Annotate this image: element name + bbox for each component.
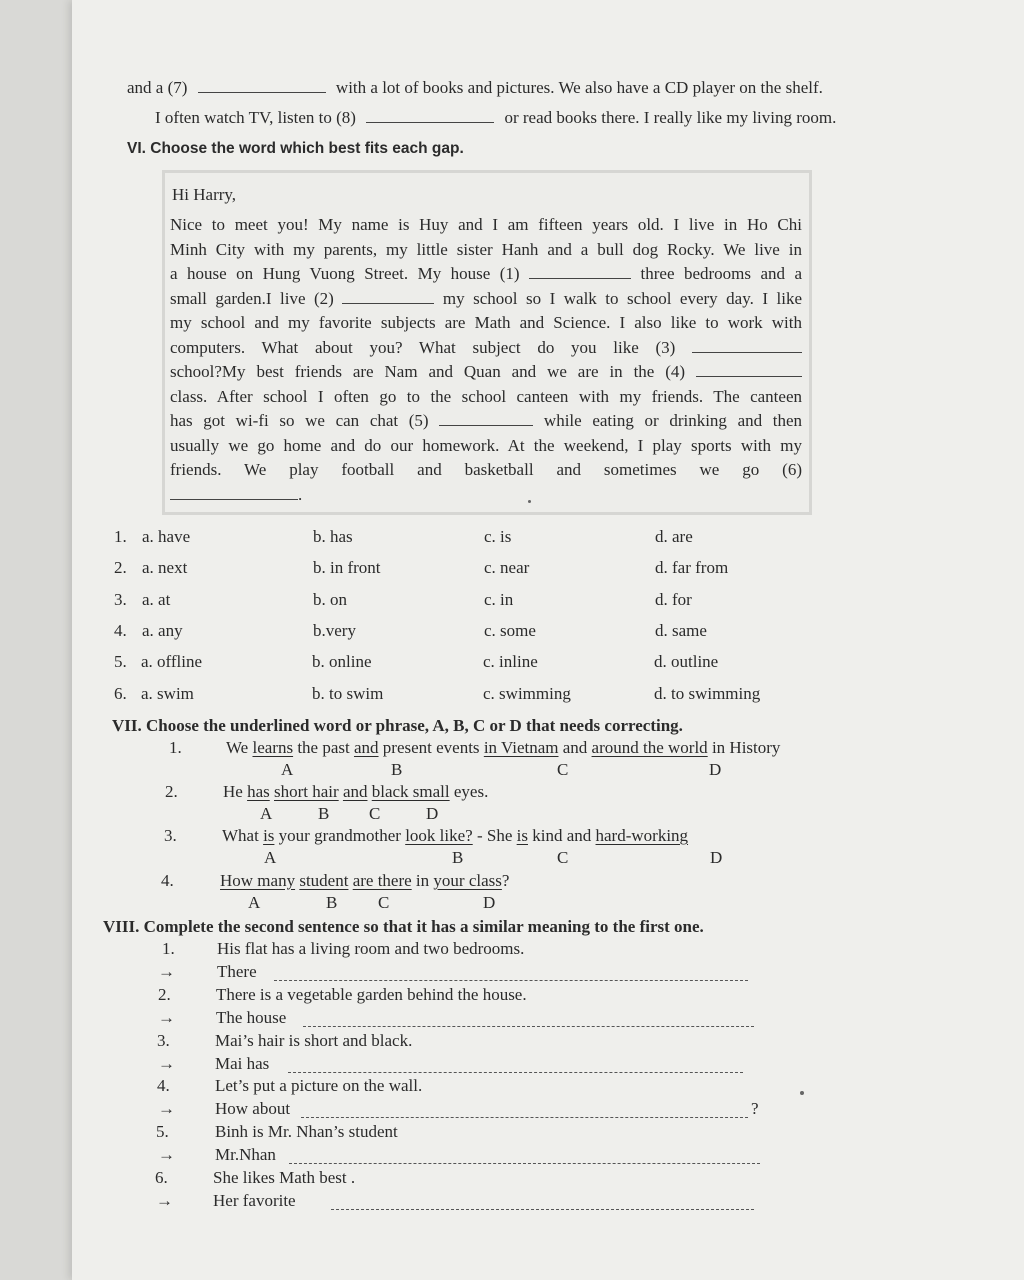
s7-text: What — [222, 826, 264, 845]
s8-item-start: Mr.Nhan — [215, 1145, 276, 1165]
option-choice-b[interactable]: b. to swim — [312, 683, 384, 703]
s8-answer-line[interactable] — [274, 968, 748, 981]
letter-line — [170, 360, 802, 385]
s8-item-number: 3. — [157, 1030, 170, 1050]
s7-text: your grandmother — [274, 826, 406, 845]
s7-text: - She — [472, 826, 517, 845]
arrow-icon: → — [158, 962, 175, 981]
option-choice-b[interactable]: b. in front — [313, 558, 381, 578]
s7-q2-label-c: C — [369, 804, 381, 823]
option-choice-c[interactable]: c. some — [484, 620, 536, 640]
option-number: 2. — [114, 558, 127, 578]
s7-q1-label-c: C — [557, 760, 569, 779]
s7-q2-option-b[interactable]: short hair — [274, 782, 339, 801]
line-8-suffix: or read books there. I really like my living room. — [504, 108, 837, 127]
s7-q1-option-d[interactable]: around the world — [591, 738, 708, 757]
s7-q4-option-d[interactable]: your class — [433, 871, 502, 890]
s7-q3-sentence — [222, 826, 688, 846]
s8-item-sentence: Binh is Mr. Nhan’s student — [215, 1122, 398, 1142]
s7-q2-label-b: B — [318, 804, 330, 823]
s7-q2-num: 2. — [165, 782, 178, 801]
s7-text: present events — [378, 738, 484, 757]
option-choice-b[interactable]: b. has — [313, 527, 353, 546]
option-choice-b[interactable]: b. online — [312, 652, 372, 672]
option-choice-b[interactable]: b.very — [313, 620, 356, 640]
option-choice-c[interactable]: c. is — [484, 527, 512, 546]
letter-line — [170, 409, 802, 434]
s7-q3-label-d: D — [710, 848, 723, 867]
s7-text: in — [411, 871, 434, 890]
line-7-prefix: and a (7) — [127, 78, 188, 97]
s8-item-end: ? — [751, 1099, 759, 1119]
letter-line — [170, 336, 802, 361]
s7-q1-sentence — [226, 738, 780, 758]
s8-answer-line[interactable] — [288, 1060, 743, 1073]
option-choice-b[interactable]: b. on — [313, 589, 347, 609]
s7-q2-option-d[interactable]: black small — [371, 782, 450, 801]
s7-q2-option-a[interactable]: has — [247, 782, 270, 801]
option-choice-c[interactable]: c. inline — [483, 652, 538, 672]
speck — [800, 1091, 804, 1095]
s7-q4-option-c[interactable]: are there — [352, 871, 412, 890]
s7-q3-label-c: C — [557, 848, 569, 867]
letter-line-part: small garden.I live (2) — [170, 288, 334, 308]
text-line-7 — [127, 78, 823, 98]
s7-q3-option-a[interactable]: is — [263, 826, 275, 845]
blank-2[interactable] — [342, 289, 434, 304]
s8-item-start: The house — [216, 1007, 287, 1027]
arrow-icon: → — [158, 1145, 175, 1165]
option-choice-a[interactable]: a. swim — [141, 683, 194, 703]
blank-3[interactable] — [692, 338, 802, 353]
option-number: 4. — [114, 620, 127, 640]
arrow-icon: → — [158, 1007, 175, 1027]
s7-text: in History — [707, 738, 781, 757]
s7-q3-option-b[interactable]: look like? — [405, 826, 473, 845]
option-number: 5. — [114, 652, 127, 672]
letter-line: usually we go home and do our homework. At the weekend, I play sports with my — [170, 435, 802, 455]
s7-q4-label-d: D — [483, 893, 496, 912]
letter-end: . — [298, 484, 303, 504]
option-number: 6. — [114, 683, 127, 703]
text-line-8 — [155, 108, 836, 128]
line-7-suffix: with a lot of books and pictures. We also have a CD player on the shelf. — [335, 78, 823, 97]
s8-item-number: 4. — [157, 1076, 170, 1096]
s7-text: ? — [501, 871, 510, 890]
letter-greeting: Hi Harry, — [172, 185, 237, 204]
s8-item-sentence: Mai’s hair is short and black. — [215, 1030, 413, 1050]
blank-1[interactable] — [529, 264, 631, 279]
line-8-prefix: I often watch TV, listen to (8) — [155, 108, 356, 127]
s7-q1-option-a[interactable]: learns — [252, 738, 294, 757]
option-choice-a[interactable]: a. have — [142, 527, 191, 546]
s7-q1-label-a: A — [281, 760, 294, 779]
s8-item-start: How about — [215, 1099, 291, 1119]
section-8-heading: VIII. Complete the second sentence so that it has a similar meaning to the first one. — [103, 917, 704, 936]
arrow-icon: → — [158, 1099, 175, 1119]
s7-q3-label-a: A — [264, 848, 277, 867]
s7-q2-sentence — [223, 782, 488, 802]
s7-text: He — [223, 782, 248, 801]
s8-item-sentence: There is a vegetable garden behind the house. — [216, 984, 527, 1004]
letter-line — [170, 287, 802, 312]
s8-item-number: 5. — [156, 1122, 169, 1142]
s7-q1-option-b[interactable]: and — [353, 738, 379, 757]
s7-q2-option-c[interactable]: and — [342, 782, 368, 801]
letter-line — [170, 262, 802, 287]
s8-item-sentence: His flat has a living room and two bedrooms. — [217, 939, 525, 958]
letter-line: Minh City with my parents, my little sister Hanh and a bull dog Rocky. We live in — [170, 239, 802, 259]
blank-5[interactable] — [439, 411, 533, 426]
s7-q4-option-a[interactable]: How many — [220, 871, 296, 890]
option-choice-d[interactable]: d. same — [655, 620, 707, 640]
s7-q4-num: 4. — [161, 871, 174, 890]
s7-text: We — [226, 738, 253, 757]
s7-q3-num: 3. — [164, 826, 177, 845]
s7-text: kind and — [527, 826, 596, 845]
s8-item-number: 1. — [162, 939, 175, 958]
s8-answer-line[interactable] — [331, 1197, 754, 1210]
option-number: 1. — [114, 527, 127, 546]
s7-q1-option-c[interactable]: in Vietnam — [483, 738, 559, 757]
s8-answer-line[interactable] — [301, 1105, 748, 1118]
s8-answer-line[interactable] — [289, 1151, 760, 1164]
s8-item-start: Mai has — [215, 1053, 270, 1073]
s7-q1-label-b: B — [391, 760, 403, 779]
section-6-heading: VI. Choose the word which best fits each gap. — [127, 140, 464, 157]
letter-line-part: my school so I walk to school every day. I like — [442, 288, 803, 308]
s8-item-sentence: She likes Math best . — [213, 1168, 356, 1187]
option-choice-d[interactable]: d. far from — [655, 558, 729, 578]
s7-text: and — [558, 738, 592, 757]
s7-q2-label-d: D — [426, 804, 439, 823]
letter-line — [170, 483, 802, 508]
letter-line: class. After school I often go to the school canteen with my friends. The canteen — [170, 386, 802, 406]
s8-item-start: There — [217, 962, 257, 981]
blank-4[interactable] — [696, 362, 802, 377]
letter-line-part: three bedrooms and a — [640, 264, 803, 283]
option-choice-c[interactable]: c. near — [484, 558, 530, 578]
letter-body — [170, 213, 802, 507]
s8-answer-line[interactable] — [303, 1014, 754, 1027]
s7-q4-label-a: A — [248, 893, 261, 912]
s7-text: the past — [293, 738, 354, 757]
s7-q4-label-b: B — [326, 893, 338, 912]
option-choice-c[interactable]: c. swimming — [483, 683, 571, 703]
s7-q2-label-a: A — [260, 804, 273, 823]
arrow-icon: → — [156, 1191, 173, 1210]
letter-line: friends. We play football and basketball and sometimes we go (6) — [170, 460, 802, 479]
option-number: 3. — [114, 589, 127, 609]
arrow-icon: → — [158, 1053, 175, 1073]
option-choice-d[interactable]: d. are — [655, 527, 693, 546]
letter-line-part: a house on Hung Vuong Street. My house (1) — [170, 264, 520, 283]
s7-q1-num: 1. — [169, 738, 182, 757]
option-choice-a[interactable]: a. next — [142, 558, 188, 578]
option-choice-c[interactable]: c. in — [484, 589, 514, 609]
option-choice-a[interactable]: a. at — [142, 589, 171, 609]
option-choice-d[interactable]: d. outline — [654, 652, 719, 672]
s7-q3-option-d[interactable]: hard-working — [595, 826, 689, 845]
s8-item-start: Her favorite — [213, 1191, 296, 1210]
s7-q4-sentence — [220, 871, 509, 891]
letter-line-part: school?My best friends are Nam and Quan and we are in the (4) — [170, 362, 686, 381]
option-choice-a[interactable]: a. any — [142, 620, 183, 640]
blank-6[interactable] — [170, 485, 298, 500]
s8-item-sentence: Let’s put a picture on the wall. — [215, 1076, 423, 1096]
s7-q3-label-b: B — [452, 848, 464, 867]
s7-q4-label-c: C — [378, 893, 390, 912]
letter-line: my school and my favorite subjects are Math and Science. I also like to work with — [170, 313, 802, 332]
s8-item-number: 6. — [155, 1168, 168, 1187]
option-choice-a[interactable]: a. offline — [141, 652, 203, 672]
option-choice-d[interactable]: d. to swimming — [654, 683, 761, 703]
blank-8[interactable] — [366, 108, 494, 123]
speck — [528, 500, 531, 503]
s7-q1-label-d: D — [709, 760, 722, 779]
s7-q4-option-b[interactable]: student — [299, 871, 349, 890]
letter-line-part: has got wi-fi so we can chat (5) — [170, 411, 429, 430]
letter-line-part: computers. What about you? What subject do you like (3) — [170, 337, 676, 357]
s8-item-number: 2. — [158, 984, 171, 1004]
letter-line: Nice to meet you! My name is Huy and I am fifteen years old. I live in Ho Chi — [170, 215, 802, 234]
letter-line-part: while eating or drinking and then — [543, 411, 803, 430]
s7-q3-option-c[interactable]: is — [516, 826, 528, 845]
option-choice-d[interactable]: d. for — [655, 589, 692, 609]
blank-7[interactable] — [198, 78, 326, 93]
section-7-heading: VII. Choose the underlined word or phrase, A, B, C or D that needs correcting. — [112, 716, 683, 735]
s7-text: eyes. — [449, 782, 489, 801]
